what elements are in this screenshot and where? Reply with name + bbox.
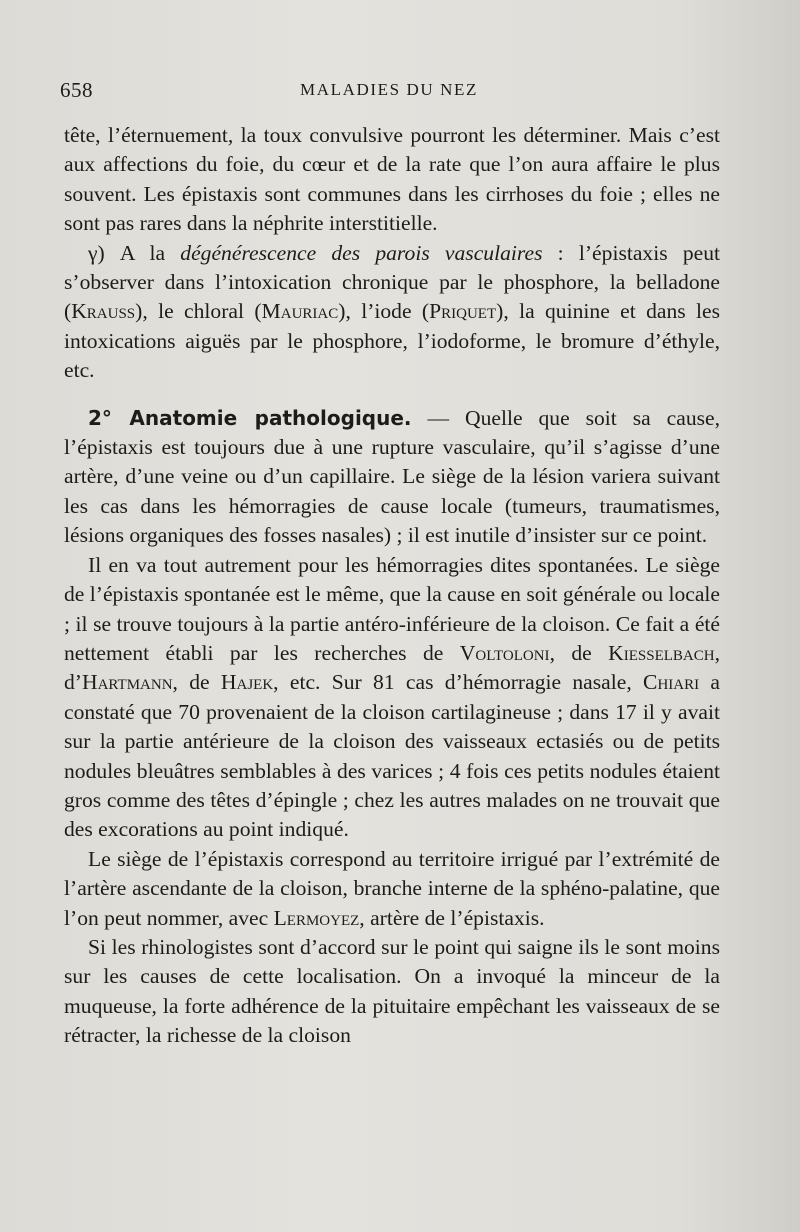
- page-number: 658: [60, 78, 93, 102]
- author-name-mauriac: Mauriac: [261, 299, 339, 324]
- paragraph-4-text-6: a constaté que 70 provenaient de la cloison cartilagineuse ; dans 17 il y avait sur la partie antérieure de la cloison des vaisseaux ectasiés ou de petits nodules bleuâtres semblables à des varices ; 4 fois ces petits nodules étaient gros comme des têtes d’épingle ; chez les autres malades on ne trouvait que des excorations au point indiqué.: [64, 670, 721, 842]
- paragraph-3-text: — Quelle que soit sa cause, l’épistaxis est toujours due à une rupture vasculaire, qu’il s’agisse d’une artère, d’une veine ou d’un capillaire. Le siège de la lésion variera suivant les cas dans les hémorragies de cause locale (tumeurs, traumatismes, lésions organiques des fosses nasales) ; il est inutile d’insister sur ce point.: [64, 405, 721, 548]
- paragraph-4-text-2: , de: [549, 640, 609, 665]
- author-name-lermoyez: Lermoyez: [273, 905, 360, 930]
- author-name-krauss: Krauss: [71, 299, 136, 324]
- paragraph-4: [64, 551, 720, 845]
- paragraph-2: [64, 239, 720, 386]
- paragraph-5-text-2: , artère de l’épistaxis.: [359, 905, 545, 930]
- paragraph-5-text-1: Le siège de l’épistaxis correspond au territoire irrigué par l’extrémité de l’artère ascendante de la cloison, branche interne de la sphéno-palatine, que l’on peut nommer, avec: [64, 846, 720, 930]
- body-text: [64, 121, 720, 1051]
- author-name-priquet: Priquet: [429, 299, 497, 324]
- paragraph-6: [64, 933, 720, 1051]
- paragraph-1: [64, 121, 720, 239]
- author-name-voltoloni: Voltoloni: [459, 640, 550, 665]
- paragraph-2-text-4: ), la quinine et dans les intoxications aiguës par le phosphore, l’iodoforme, le bromure d’éthyle, etc.: [64, 299, 721, 383]
- paragraph-2-text-3: ), l’iode (: [338, 299, 430, 324]
- paragraph-4-text-4: , de: [172, 670, 221, 695]
- paragraph-3: [64, 404, 720, 551]
- paragraph-2-lead: γ) A la: [88, 240, 181, 265]
- author-name-chiari: Chiari: [643, 670, 700, 695]
- section-heading: 2° Anatomie pathologique.: [88, 405, 412, 430]
- author-name-hajek: Hajek: [220, 670, 274, 695]
- paragraph-2-text-2: ), le chloral (: [135, 299, 262, 324]
- author-name-hartmann: Hartmann: [82, 670, 173, 695]
- paragraph-2-italic: dégénérescence des parois vasculaires: [180, 240, 543, 265]
- paragraph-6-text: Si les rhinologistes sont d’accord sur le point qui saigne ils le sont moins sur les causes de cette localisation. On a invoqué la minceur de la muqueuse, la forte adhérence de la pituitaire empêchant les vaisseaux de se rétracter, la richesse de la cloison: [64, 934, 720, 1048]
- page-header: [60, 78, 720, 108]
- paragraph-2-text-1: : l’épistaxis peut s’observer dans l’intoxication chronique par le phosphore, la belladone (: [64, 240, 720, 324]
- paragraph-4-text-3: , d’: [64, 640, 720, 695]
- paragraph-4-text-1: Il en va tout autrement pour les hémorragies dites spontanées. Le siège de l’épistaxis spontanée est le même, que la cause en soit générale ou locale ; il se trouve toujours à la partie antéro-inférieure de la cloison. Ce fait a été nettement établi par les recherches de: [64, 552, 720, 665]
- paragraph-1-text: tête, l’éternuement, la toux convulsive pourront les déterminer. Mais c’est aux affections du foie, du cœur et de la rate que l’on aura affaire le plus souvent. Les épistaxis sont communes dans les cirrhoses du foie ; elles ne sont pas rares dans la néphrite interstitielle.: [64, 123, 720, 236]
- running-head: MALADIES DU NEZ: [300, 80, 478, 99]
- paragraph-5: [64, 845, 720, 933]
- paragraph-4-text-5: , etc. Sur 81 cas d’hémorragie nasale,: [273, 670, 644, 695]
- author-name-kiesselbach: Kiesselbach: [608, 640, 715, 665]
